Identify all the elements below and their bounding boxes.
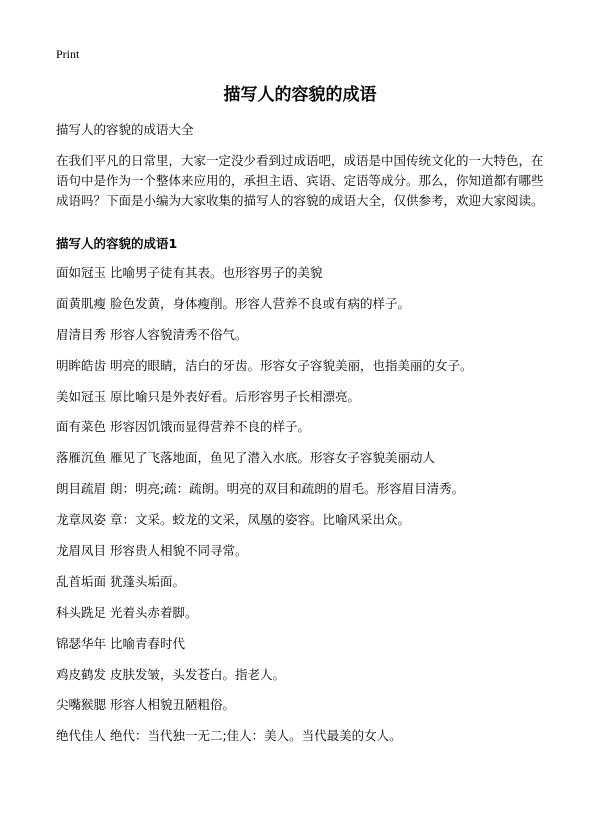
page-title: 描写人的容貌的成语 [223, 85, 377, 105]
idiom-item: 落雁沉鱼 雁见了飞落地面，鱼见了潜入水底。形容女子容貌美丽动人 [56, 450, 435, 466]
idiom-item: 锦瑟华年 比喻青春时代 [56, 635, 185, 651]
print-link[interactable]: Print [56, 47, 80, 61]
idiom-item: 面有菜色 形容因饥饿而显得营养不良的样子。 [56, 419, 310, 435]
idiom-item: 绝代佳人 绝代：当代独一无二;佳人：美人。当代最美的女人。 [56, 728, 402, 744]
idiom-item: 眉清目秀 形容人容貌清秀不俗气。 [56, 326, 248, 342]
idiom-item: 朗目疏眉 朗：明亮;疏：疏朗。明亮的双目和疏朗的眉毛。形容眉目清秀。 [56, 481, 465, 497]
idiom-item: 美如冠玉 原比喻只是外表好看。后形容男子长相漂亮。 [56, 388, 360, 404]
idiom-item: 鸡皮鹤发 皮肤发皱，头发苍白。指老人。 [56, 666, 285, 682]
idiom-list [56, 265, 556, 759]
idiom-item: 龙章凤姿 章：文采。蛟龙的文采，凤凰的姿容。比喻风采出众。 [56, 512, 410, 528]
intro-paragraph: 在我们平凡的日常里，大家一定没少看到过成语吧，成语是中国传统文化的一大特色，在语句中是作为一个整体来应用的，承担主语、宾语、定语等成分。那么，你知道都有哪些成语吗？下面是小编为大家收集的描写人的容貌的成语大全，仅供参考，欢迎大家阅读。 [56, 153, 544, 208]
idiom-item: 乱首垢面 犹蓬头垢面。 [56, 573, 185, 589]
idiom-item: 尖嘴猴腮 形容人相貌丑陋粗俗。 [56, 697, 235, 713]
idiom-item: 面黄肌瘦 脸色发黄，身体瘦削。形容人营养不良或有病的样子。 [56, 295, 410, 311]
article-subtitle: 描写人的容貌的成语大全 [56, 122, 194, 137]
idiom-item: 明眸皓齿 明亮的眼睛，洁白的牙齿。形容女子容貌美丽，也指美丽的女子。 [56, 357, 473, 373]
idiom-item: 龙眉凤目 形容贵人相貌不同寻常。 [56, 543, 248, 559]
idiom-item: 科头跣足 光着头赤着脚。 [56, 604, 198, 620]
idiom-item: 面如冠玉 比喻男子徒有其表。也形容男子的美貌 [56, 265, 323, 280]
section-heading: 描写人的容貌的成语1 [56, 236, 178, 251]
